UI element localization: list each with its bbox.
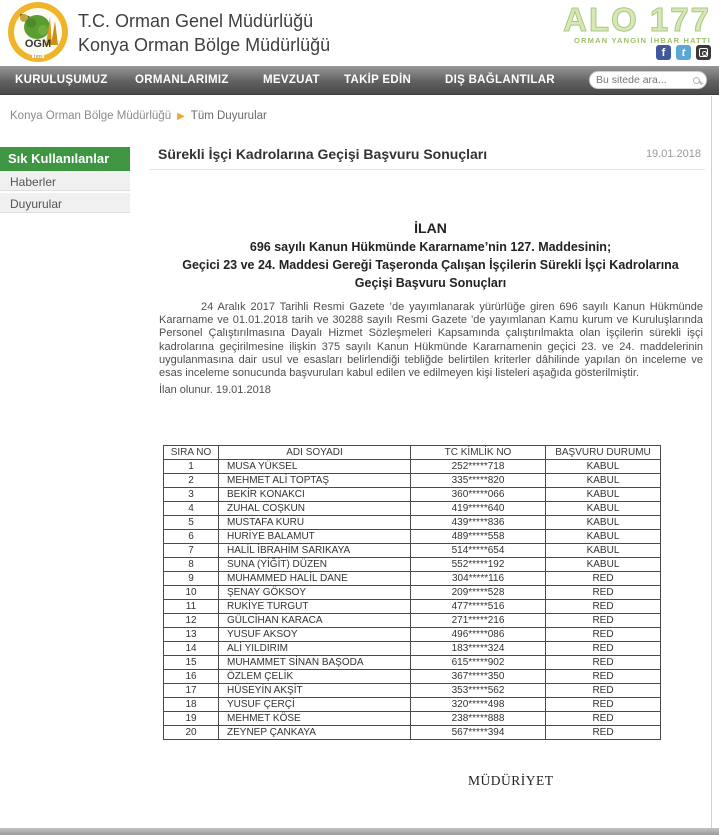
cell-adi-soyadi: MUHAMMED HALİL DANE <box>219 572 411 586</box>
table-row <box>164 642 661 656</box>
table-row <box>164 558 661 572</box>
cell-sira-no: 10 <box>164 586 219 600</box>
col-header-basvuru-durumu: BAŞVURU DURUMU <box>546 446 661 460</box>
cell-tc-kimlik: 615*****902 <box>411 656 546 670</box>
cell-basvuru-durumu: KABUL <box>546 502 661 516</box>
cell-basvuru-durumu: RED <box>546 586 661 600</box>
table-row <box>164 712 661 726</box>
page-bottom-bar <box>0 828 719 835</box>
cell-basvuru-durumu: KABUL <box>546 558 661 572</box>
cell-basvuru-durumu: RED <box>546 670 661 684</box>
cell-tc-kimlik: 209*****528 <box>411 586 546 600</box>
cell-sira-no: 18 <box>164 698 219 712</box>
sidebar-item-haberler[interactable]: Haberler <box>0 171 130 193</box>
cell-sira-no: 15 <box>164 656 219 670</box>
cell-basvuru-durumu: RED <box>546 600 661 614</box>
table-row <box>164 656 661 670</box>
cell-tc-kimlik: 489*****558 <box>411 530 546 544</box>
cell-sira-no: 13 <box>164 628 219 642</box>
cell-basvuru-durumu: KABUL <box>546 516 661 530</box>
alo-177-subtitle: ORMAN YANGIN İHBAR HATTI <box>574 36 711 45</box>
org-title-line1: T.C. Orman Genel Müdürlüğü <box>78 11 314 31</box>
table-row <box>164 600 661 614</box>
table-row <box>164 670 661 684</box>
cell-sira-no: 3 <box>164 488 219 502</box>
table-row <box>164 516 661 530</box>
cell-adi-soyadi: ŞENAY GÖKSOY <box>219 586 411 600</box>
doc-subheading-3: Geçişi Başvuru Sonuçları <box>354 276 507 290</box>
cell-sira-no: 19 <box>164 712 219 726</box>
breadcrumb-current: Tüm Duyurular <box>190 110 267 122</box>
cell-adi-soyadi: HALİL İBRAHİM SARIKAYA <box>219 544 411 558</box>
nav-item-kurulusumuz[interactable]: KURULUŞUMUZ <box>15 74 108 86</box>
cell-sira-no: 20 <box>164 726 219 740</box>
doc-announce-line: İlan olunur. 19.01.2018 <box>159 384 271 396</box>
cell-tc-kimlik: 252*****718 <box>411 460 546 474</box>
table-header-row <box>164 446 661 460</box>
sidebar <box>0 147 130 215</box>
cell-adi-soyadi: MEHMET KÖSE <box>219 712 411 726</box>
cell-basvuru-durumu: RED <box>546 642 661 656</box>
twitter-icon[interactable]: t <box>676 45 691 60</box>
table-row <box>164 614 661 628</box>
svg-text:1839: 1839 <box>33 53 43 59</box>
nav-item-mevzuat[interactable]: MEVZUAT <box>263 74 320 86</box>
nav-item-dis-baglantilar[interactable]: DIŞ BAĞLANTILAR <box>445 74 555 86</box>
cell-sira-no: 5 <box>164 516 219 530</box>
cell-adi-soyadi: ÖZLEM ÇELİK <box>219 670 411 684</box>
search-icon[interactable] <box>693 77 700 84</box>
table-row <box>164 460 661 474</box>
table-row <box>164 572 661 586</box>
title-separator <box>150 169 705 170</box>
cell-tc-kimlik: 419*****640 <box>411 502 546 516</box>
table-row <box>164 474 661 488</box>
cell-basvuru-durumu: KABUL <box>546 544 661 558</box>
doc-subheading-1: 696 sayılı Kanun Hükmünde Kararname’nin 127. Maddesinin; <box>249 240 612 254</box>
org-title <box>78 9 330 57</box>
facebook-icon[interactable]: f <box>656 45 671 60</box>
page-right-edge <box>711 96 712 835</box>
results-table-body <box>164 460 661 740</box>
table-row <box>164 488 661 502</box>
cell-adi-soyadi: HÜSEYİN AKŞİT <box>219 684 411 698</box>
cell-basvuru-durumu: RED <box>546 698 661 712</box>
table-row <box>164 544 661 558</box>
cell-adi-soyadi: HURİYE BALAMUT <box>219 530 411 544</box>
cell-adi-soyadi: YUSUF AKSOY <box>219 628 411 642</box>
search-input[interactable] <box>596 74 693 86</box>
page-title: Sürekli İşçi Kadrolarına Geçişi Başvuru Sonuçları <box>158 146 488 162</box>
cell-tc-kimlik: 367*****350 <box>411 670 546 684</box>
table-row <box>164 586 661 600</box>
cell-adi-soyadi: ZUHAL COŞKUN <box>219 502 411 516</box>
cell-basvuru-durumu: RED <box>546 712 661 726</box>
cell-basvuru-durumu: KABUL <box>546 474 661 488</box>
doc-subheading-2: Geçici 23 ve 24. Maddesi Gereği Taşeronda Çalışan İşçilerin Sürekli İşçi Kadrolarına <box>182 258 679 272</box>
results-table <box>163 445 661 740</box>
cell-tc-kimlik: 360*****066 <box>411 488 546 502</box>
cell-sira-no: 16 <box>164 670 219 684</box>
cell-basvuru-durumu: RED <box>546 572 661 586</box>
svg-text:OGM: OGM <box>24 38 52 50</box>
col-header-adi-soyadi: ADI SOYADI <box>219 446 411 460</box>
cell-tc-kimlik: 353*****562 <box>411 684 546 698</box>
cell-tc-kimlik: 567*****394 <box>411 726 546 740</box>
cell-sira-no: 12 <box>164 614 219 628</box>
site-search <box>589 71 707 89</box>
col-header-tc-kimlik-no: TC KİMLİK NO <box>411 446 546 460</box>
cell-tc-kimlik: 304*****116 <box>411 572 546 586</box>
breadcrumb-arrow-icon: ▶ <box>177 111 185 122</box>
nav-item-takip-edin[interactable]: TAKİP EDİN <box>344 74 412 86</box>
cell-tc-kimlik: 477*****516 <box>411 600 546 614</box>
col-header-sira-no: SIRA NO <box>164 446 219 460</box>
cell-sira-no: 17 <box>164 684 219 698</box>
social-links <box>656 45 711 60</box>
signature-mudüriyet: MÜDÜRİYET <box>468 773 554 788</box>
cell-basvuru-durumu: RED <box>546 628 661 642</box>
cell-tc-kimlik: 514*****654 <box>411 544 546 558</box>
cell-tc-kimlik: 439*****836 <box>411 516 546 530</box>
alo-177-banner <box>563 1 711 45</box>
cell-basvuru-durumu: RED <box>546 614 661 628</box>
cell-tc-kimlik: 320*****498 <box>411 698 546 712</box>
cell-sira-no: 1 <box>164 460 219 474</box>
cell-basvuru-durumu: RED <box>546 726 661 740</box>
org-title-line2: Konya Orman Bölge Müdürlüğü <box>78 35 331 55</box>
article <box>150 140 711 835</box>
cell-tc-kimlik: 183*****324 <box>411 642 546 656</box>
cell-adi-soyadi: YUSUF ÇERÇİ <box>219 698 411 712</box>
cell-tc-kimlik: 496*****086 <box>411 628 546 642</box>
table-row <box>164 726 661 740</box>
cell-adi-soyadi: MUSA YÜKSEL <box>219 460 411 474</box>
breadcrumb <box>10 110 267 122</box>
cell-tc-kimlik: 238*****888 <box>411 712 546 726</box>
table-row <box>164 698 661 712</box>
cell-basvuru-durumu: KABUL <box>546 488 661 502</box>
cell-sira-no: 2 <box>164 474 219 488</box>
table-row <box>164 502 661 516</box>
cell-sira-no: 9 <box>164 572 219 586</box>
nav-item-ormanlarimiz[interactable]: ORMANLARIMIZ <box>135 74 229 86</box>
cell-sira-no: 6 <box>164 530 219 544</box>
cell-tc-kimlik: 271*****216 <box>411 614 546 628</box>
cell-sira-no: 7 <box>164 544 219 558</box>
table-row <box>164 684 661 698</box>
cell-adi-soyadi: ZEYNEP ÇANKAYA <box>219 726 411 740</box>
breadcrumb-root[interactable]: Konya Orman Bölge Müdürlüğü <box>10 110 172 122</box>
cell-adi-soyadi: RUKİYE TURGUT <box>219 600 411 614</box>
instagram-icon[interactable] <box>696 45 711 60</box>
ogm-logo-icon <box>6 1 70 65</box>
cell-basvuru-durumu: RED <box>546 656 661 670</box>
doc-body-paragraph: 24 Aralık 2017 Tarihli Resmi Gazete ’de yayımlanarak yürürlüğe giren 696 sayılı Kanun Hükmünde Kararname ve 01.01.2018 tarih ve 30288 sayılı Resmi Gazete ’de yayımlanan Kamu kurum ve Kuruluşlarında Personel Çalıştırılmasına Dayalı Hizmet Sözleşmeleri Kapsamında çalıştırılmakta olan işçilerin sürekli işçi kadrolarına geçirilmesine ilişkin 375 sayılı Kanun Hükmünde Kararnamenin geçici 23. ve 24. maddelerinin uygulanmasına dair usul ve esasları belirlendiği tebliğde belirtilen kriterler dâhilinde yapılan ön inceleme ve esas inceleme sonucunda başvuruları kabul edilen ve edilmeyen kişi listeleri aşağıda gösterilmiştir. <box>159 301 703 380</box>
sidebar-item-duyurular[interactable]: Duyurular <box>0 193 130 215</box>
cell-sira-no: 11 <box>164 600 219 614</box>
alo-177-title: ALO 177 <box>563 1 711 38</box>
cell-adi-soyadi: ALİ YILDIRIM <box>219 642 411 656</box>
cell-sira-no: 14 <box>164 642 219 656</box>
cell-adi-soyadi: MEHMET ALİ TOPTAŞ <box>219 474 411 488</box>
cell-adi-soyadi: SUNA (YİĞİT) DÜZEN <box>219 558 411 572</box>
doc-heading: İLAN <box>414 220 447 236</box>
cell-basvuru-durumu: RED <box>546 684 661 698</box>
main-nav <box>0 66 719 95</box>
article-date: 19.01.2018 <box>645 148 701 160</box>
table-row <box>164 628 661 642</box>
sidebar-title: Sık Kullanılanlar <box>0 147 130 171</box>
cell-adi-soyadi: MUSTAFA KURU <box>219 516 411 530</box>
cell-tc-kimlik: 335*****820 <box>411 474 546 488</box>
cell-basvuru-durumu: KABUL <box>546 460 661 474</box>
cell-sira-no: 8 <box>164 558 219 572</box>
cell-sira-no: 4 <box>164 502 219 516</box>
site-header <box>0 0 719 66</box>
cell-basvuru-durumu: KABUL <box>546 530 661 544</box>
cell-adi-soyadi: GÜLCİHAN KARACA <box>219 614 411 628</box>
cell-tc-kimlik: 552*****192 <box>411 558 546 572</box>
cell-adi-soyadi: BEKİR KONAKCI <box>219 488 411 502</box>
cell-adi-soyadi: MUHAMMET SİNAN BAŞODA <box>219 656 411 670</box>
table-row <box>164 530 661 544</box>
